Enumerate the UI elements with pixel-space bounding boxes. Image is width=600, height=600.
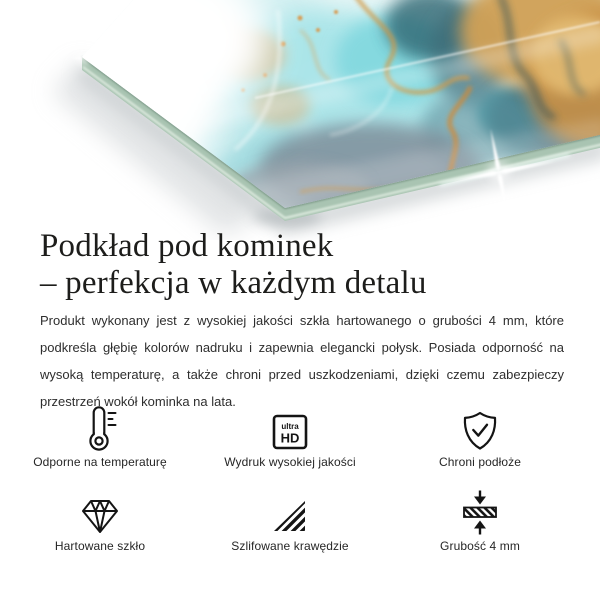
feature-temperature-resistant <box>5 400 195 484</box>
feature-label: Chroni podłoże <box>438 455 522 469</box>
feature-label: Hartowane szkło <box>54 539 146 553</box>
feature-label: Wydruk wysokiej jakości <box>224 455 356 469</box>
ultra-hd-icon-text-top: ultra <box>281 422 299 431</box>
heading-line-2: – perfekcja w każdym detalu <box>40 265 427 301</box>
feature-tempered-glass <box>5 484 195 568</box>
feature-polished-edges <box>195 484 385 568</box>
feature-label: Odporne na temperaturę <box>33 455 167 469</box>
product-description: Produkt wykonany jest z wysokiej jakości szkła hartowanego o grubości 4 mm, które podkreśla głębię kolorów nadruku i zapewnia elegancki połysk. Posiada odporność na wysoką temperaturę, a także chroni przed uszkodzeniami, dzięki czemu zabezpieczy przestrzeń wokół kominka na lata. <box>40 313 564 409</box>
feature-label: Szlifowane krawędzie <box>231 539 349 553</box>
ultra-hd-icon-text-bottom: HD <box>280 430 300 446</box>
diamond-icon <box>78 484 122 536</box>
feature-print-quality <box>195 400 385 484</box>
beveled-edges-icon <box>270 484 310 536</box>
ultra-hd-icon <box>270 400 310 452</box>
thermometer-icon <box>77 400 123 452</box>
feature-thickness <box>385 484 575 568</box>
feature-label: Grubość 4 mm <box>440 539 520 553</box>
shield-check-icon <box>459 400 501 452</box>
features-grid <box>5 400 575 568</box>
product-image <box>0 0 600 240</box>
page-title <box>40 228 427 302</box>
thickness-arrows-icon <box>457 484 503 536</box>
feature-protects-floor <box>385 400 575 484</box>
heading-line-1: Podkład pod kominek <box>40 228 334 264</box>
